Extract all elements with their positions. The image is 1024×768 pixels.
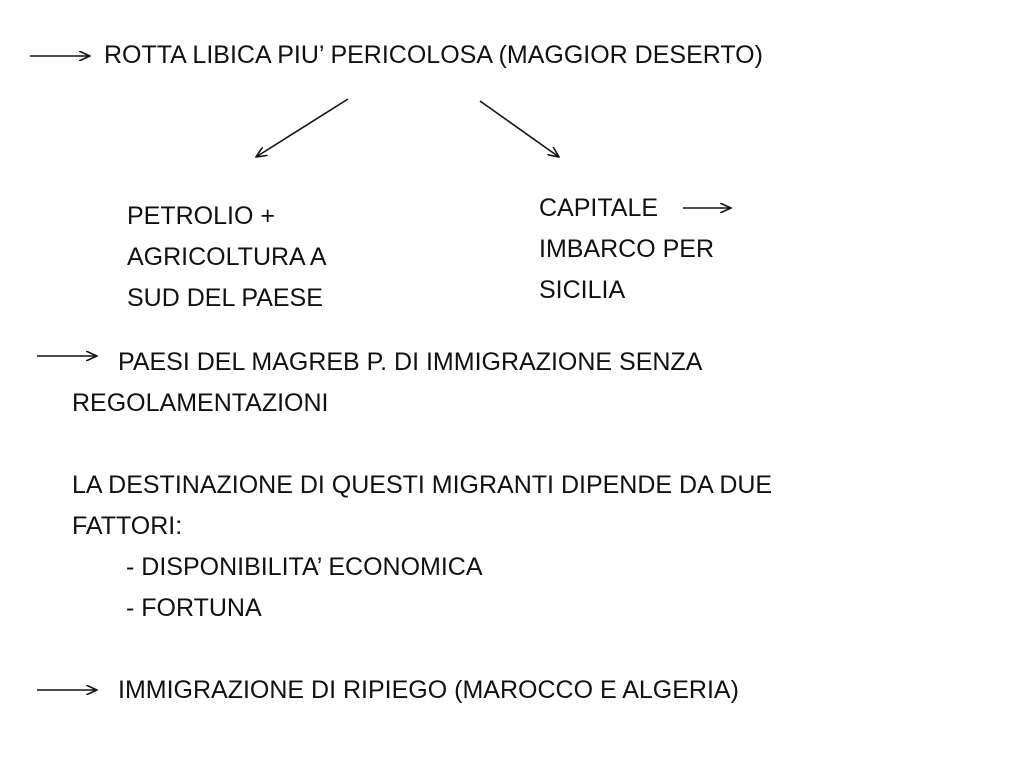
destination-line-1: LA DESTINAZIONE DI QUESTI MIGRANTI DIPENDE DA DUE: [72, 471, 773, 499]
left-branch-line-3: SUD DEL PAESE: [127, 284, 323, 312]
factor-economic: - DISPONIBILITA’ ECONOMICA: [126, 553, 483, 581]
magreb-line-2: REGOLAMENTAZIONI: [72, 389, 329, 417]
libyan-route-line: ROTTA LIBICA PIU’ PERICOLOSA (MAGGIOR DESERTO): [104, 41, 763, 69]
down-left-arrow-icon: [256, 99, 348, 157]
right-branch-line-3: SICILIA: [539, 276, 626, 304]
down-right-arrow-icon: [480, 101, 559, 157]
right-branch-line-1: CAPITALE: [539, 194, 659, 222]
magreb-line-1: PAESI DEL MAGREB P. DI IMMIGRAZIONE SENZA: [118, 348, 703, 376]
factor-luck: - FORTUNA: [126, 594, 262, 622]
fallback-immigration-line: IMMIGRAZIONE DI RIPIEGO (MAROCCO E ALGERIA): [118, 676, 739, 704]
right-branch-line-2: IMBARCO PER: [539, 235, 715, 263]
left-branch-line-1: PETROLIO +: [127, 202, 275, 230]
destination-line-2: FATTORI:: [72, 512, 183, 540]
left-branch-line-2: AGRICOLTURA A: [127, 243, 327, 271]
